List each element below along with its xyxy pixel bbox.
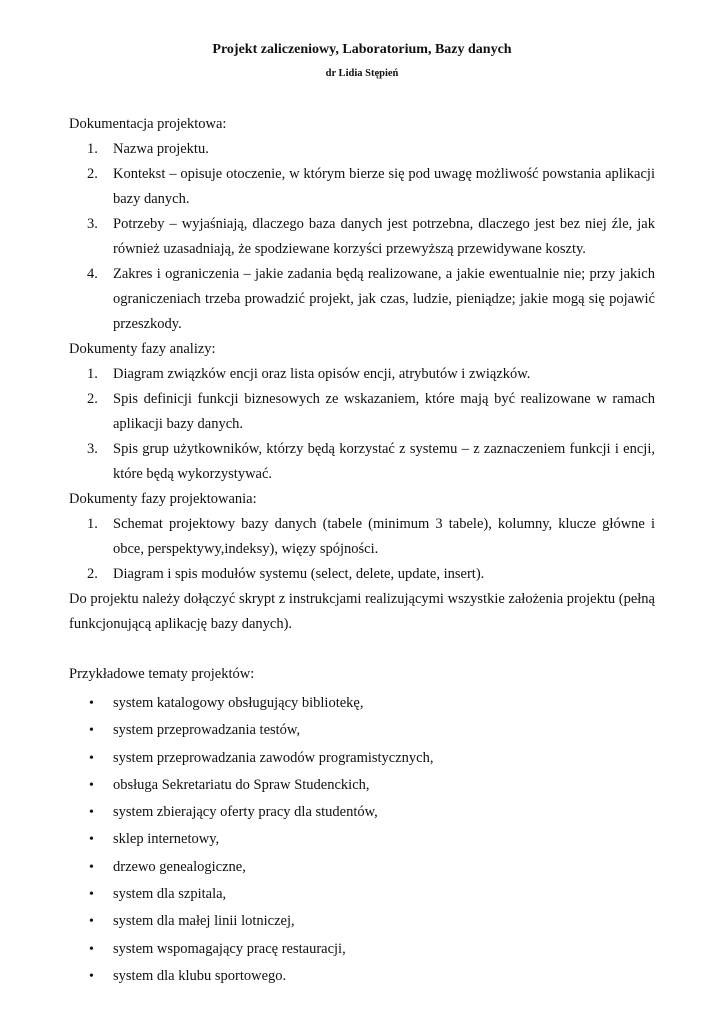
list-item-number: 2. xyxy=(87,391,98,407)
design-list xyxy=(69,512,655,587)
topics-heading: Przykładowe tematy projektów: xyxy=(69,666,255,682)
topic-item xyxy=(69,745,655,772)
list-item-number: 1. xyxy=(87,516,98,532)
list-item xyxy=(69,137,655,162)
list-item-text: Diagram i spis modułów systemu (select, delete, update, insert). xyxy=(113,566,485,582)
topic-text: obsługa Sekretariatu do Spraw Studenckich, xyxy=(113,776,370,793)
bullet-icon: • xyxy=(89,750,94,766)
list-item xyxy=(69,512,655,562)
topic-text: system przeprowadzania zawodów programistycznych, xyxy=(113,749,434,766)
topic-text: sklep internetowy, xyxy=(113,831,220,848)
list-item xyxy=(69,262,655,337)
topic-text: system wspomagający pracę restauracji, xyxy=(113,940,346,957)
topic-text: system dla klubu sportowego. xyxy=(113,967,287,984)
list-item xyxy=(69,387,655,437)
bullet-icon: • xyxy=(89,887,94,903)
topic-item xyxy=(69,772,655,799)
topic-item xyxy=(69,717,655,744)
topic-item xyxy=(69,799,655,826)
list-item-text: Nazwa projektu. xyxy=(113,141,209,157)
topic-item xyxy=(69,690,655,717)
document-title: Projekt zaliczeniowy, Laboratorium, Bazy danych xyxy=(212,42,512,57)
project-note: Do projektu należy dołączyć skrypt z instrukcjami realizującymi wszystkie założenia projektu (pełną funkcjonującą aplikację bazy danych). xyxy=(69,591,655,632)
topic-item xyxy=(69,963,655,990)
bullet-icon: • xyxy=(89,968,94,984)
topic-item xyxy=(69,881,655,908)
topic-text: system dla małej linii lotniczej, xyxy=(113,913,295,930)
list-item xyxy=(69,162,655,212)
bullet-icon: • xyxy=(89,777,94,793)
section-heading-analysis: Dokumenty fazy analizy: xyxy=(69,341,216,357)
list-item-text: Kontekst – opisuje otoczenie, w którym bierze się pod uwagę możliwość powstania aplikacji bazy danych. xyxy=(113,166,655,207)
topic-item xyxy=(69,854,655,881)
section-heading-documentation: Dokumentacja projektowa: xyxy=(69,116,227,132)
bullet-icon: • xyxy=(89,914,94,930)
list-item-number: 1. xyxy=(87,366,98,382)
topic-item xyxy=(69,826,655,853)
bullet-icon: • xyxy=(89,805,94,821)
topic-text: system zbierający oferty pracy dla studentów, xyxy=(113,804,378,821)
list-item xyxy=(69,437,655,487)
list-item xyxy=(69,212,655,262)
list-item xyxy=(69,562,655,587)
list-item-number: 2. xyxy=(87,166,98,182)
list-item-number: 4. xyxy=(87,266,98,282)
documentation-list xyxy=(69,137,655,337)
topic-item xyxy=(69,908,655,935)
list-item-text: Spis definicji funkcji biznesowych ze wskazaniem, które mają być realizowane w ramach aplikacji bazy danych. xyxy=(113,391,655,432)
topic-item xyxy=(69,936,655,963)
bullet-icon: • xyxy=(89,832,94,848)
list-item-number: 3. xyxy=(87,216,98,232)
bullet-icon: • xyxy=(89,859,94,875)
topics-list xyxy=(69,690,655,990)
section-heading-design: Dokumenty fazy projektowania: xyxy=(69,491,257,507)
bullet-icon: • xyxy=(89,696,94,711)
document-author: dr Lidia Stępień xyxy=(325,68,399,79)
document-body xyxy=(69,112,655,990)
list-item-text: Schemat projektowy bazy danych (tabele (minimum 3 tabele), kolumny, klucze główne i obce, perspektywy,indeksy), więzy spójności. xyxy=(113,516,655,557)
list-item-number: 1. xyxy=(87,141,98,157)
topic-text: drzewo genealogiczne, xyxy=(113,858,246,875)
list-item-text: Diagram związków encji oraz lista opisów encji, atrybutów i związków. xyxy=(113,366,531,382)
bullet-icon: • xyxy=(89,941,94,957)
topic-text: system dla szpitala, xyxy=(113,886,227,903)
bullet-icon: • xyxy=(89,723,94,739)
list-item-text: Zakres i ograniczenia – jakie zadania będą realizowane, a jakie ewentualnie nie; przy jakich ograniczeniach trzeba prowadzić projekt, jak czas, ludzie, pieniądze; jakie mogą się pojawić przeszkody. xyxy=(113,266,655,332)
list-item-number: 2. xyxy=(87,566,98,582)
list-item xyxy=(69,362,655,387)
topic-text: system katalogowy obsługujący bibliotekę, xyxy=(113,695,364,711)
analysis-list xyxy=(69,362,655,487)
spacer xyxy=(69,637,655,662)
topic-text: system przeprowadzania testów, xyxy=(113,722,301,739)
list-item-text: Potrzeby – wyjaśniają, dlaczego baza danych jest potrzebna, dlaczego jest bez niej źle, jak również uzasadniają, że spodziewane korzyści przewyższą przewidywane koszty. xyxy=(113,216,655,257)
list-item-number: 3. xyxy=(87,441,98,457)
list-item-text: Spis grup użytkowników, którzy będą korzystać z systemu – z zaznaczeniem funkcji i encji, które będą wykorzystywać. xyxy=(113,441,655,482)
